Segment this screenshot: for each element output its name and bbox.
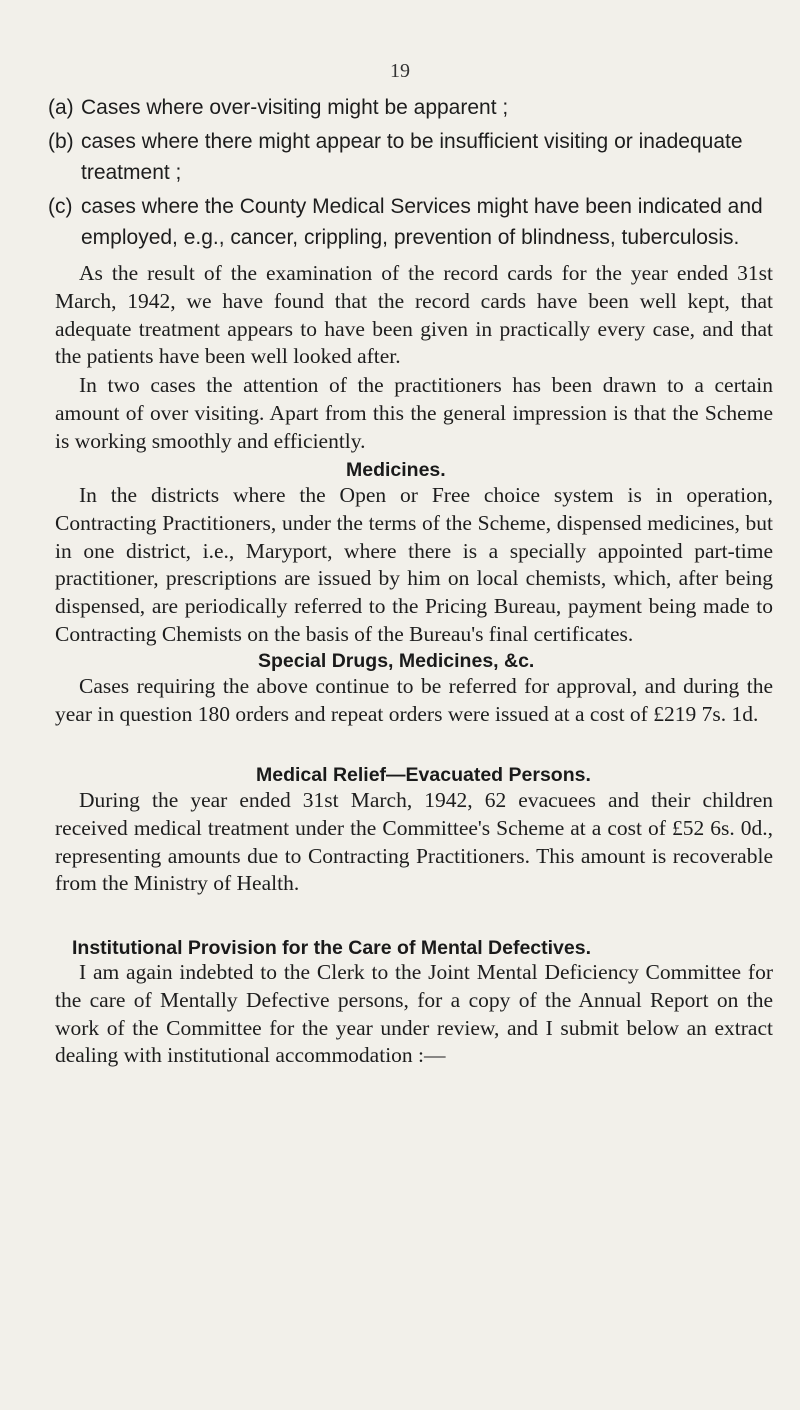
heading-institutional-provision: Institutional Provision for the Care of Mental Defectives.	[72, 937, 592, 959]
list-item	[48, 92, 778, 123]
list-item-text: cases where there might appear to be insufficient visiting or inadequate treatment ;	[81, 130, 743, 184]
heading-medicines: Medicines.	[346, 459, 446, 481]
list-item-label: (a)	[48, 96, 74, 119]
paragraph-result: As the result of the examination of the record cards for the year ended 31st March, 1942, we have found that the record cards have been well kept, that adequate treatment appears to have been given in practically every case, and that the patients have been well looked after.	[55, 261, 773, 369]
paragraph-medical-relief: During the year ended 31st March, 1942, 62 evacuees and their children received medical treatment under the Committee's Scheme at a cost of £52 6s. 0d., representing amounts due to Contracting Practitioners. This amount is recoverable from the Ministry of Health.	[55, 788, 773, 896]
list-item	[48, 126, 778, 188]
criteria-list	[48, 92, 778, 256]
page-number: 19	[390, 60, 410, 82]
heading-medical-relief: Medical Relief—Evacuated Persons.	[256, 764, 591, 786]
heading-special-drugs: Special Drugs, Medicines, &c.	[258, 650, 535, 672]
list-item-label: (c)	[48, 195, 73, 218]
paragraph-special-drugs: Cases requiring the above continue to be referred for approval, and during the year in question 180 orders and repeat orders were issued at a cost of £219 7s. 1d.	[55, 674, 773, 726]
paragraph-medicines: In the districts where the Open or Free choice system is in operation, Contracting Practitioners, under the terms of the Scheme, dispensed medicines, but in one district, i.e., Maryport, where there is a specially appointed part-time practitioner, prescriptions are issued by him on local chemists, which, after being dispensed, are periodically referred to the Pricing Bureau, payment being made to Contracting Chemists on the basis of the Bureau's final certificates.	[55, 483, 773, 646]
list-item-text: Cases where over-visiting might be apparent ;	[81, 96, 509, 119]
paragraph-institutional: I am again indebted to the Clerk to the Joint Mental Deficiency Committee for the care of Mentally Defective persons, for a copy of the Annual Report on the work of the Committee for the year under review, and I submit below an extract dealing with institutional accommodation :—	[55, 960, 773, 1068]
list-item-label: (b)	[48, 130, 74, 153]
list-item	[48, 191, 778, 253]
paragraph-two-cases: In two cases the attention of the practitioners has been drawn to a certain amount of over visiting. Apart from this the general impression is that the Scheme is working smoothly and efficiently.	[55, 373, 773, 453]
list-item-text: cases where the County Medical Services might have been indicated and employed, e.g., cancer, crippling, prevention of blindness, tuberculosis.	[81, 195, 763, 249]
